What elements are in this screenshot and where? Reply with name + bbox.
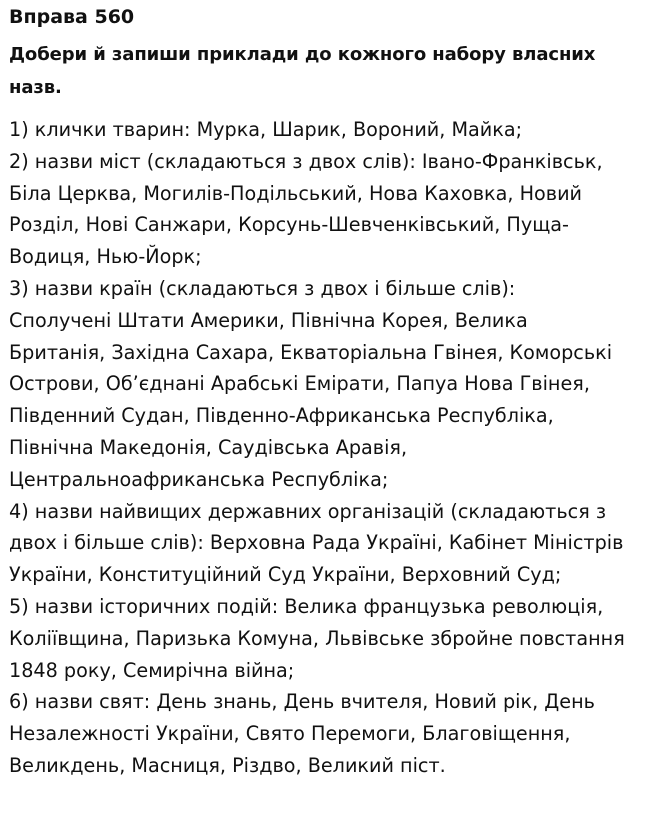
answer-line: двох і більше слів): Верховна Рада Україні, Кабінет Міністрів bbox=[9, 531, 624, 555]
answer-line: 6) назви свят: День знань, День вчителя, Новий рік, День bbox=[9, 690, 595, 714]
answer-line: Коліївщина, Паризька Комуна, Львівське збройне повстання bbox=[9, 626, 625, 650]
answer-line: Великдень, Масниця, Різдво, Великий піст. bbox=[9, 753, 446, 777]
answer-line: 4) назви найвищих державних організацій (складаються з bbox=[9, 499, 607, 523]
answer-line: Незалежності України, Свято Перемоги, Благовіщення, bbox=[9, 722, 571, 746]
exercise-title: Вправа 560 bbox=[9, 6, 135, 28]
answer-line: Північна Македонія, Саудівська Аравія, bbox=[9, 435, 408, 459]
answer-line: 3) назви країн (складаються з двох і більше слів): bbox=[9, 276, 516, 300]
answer-line: 5) назви історичних подій: Велика французька революція, bbox=[9, 594, 604, 618]
answer-line: 1) клички тварин: Мурка, Шарик, Вороний, Майка; bbox=[9, 118, 523, 141]
answer-line: Південний Судан, Південно-Африканська Республіка, bbox=[9, 404, 554, 428]
task-line: назв. bbox=[9, 77, 62, 98]
exercise-page bbox=[9, 4, 655, 782]
answer-line: Розділ, Нові Санжари, Корсунь-Шевченківський, Пуща- bbox=[9, 213, 569, 237]
task-instruction bbox=[9, 38, 655, 104]
task-line: Добери й запиши приклади до кожного набору власних bbox=[9, 44, 596, 65]
answer-text bbox=[9, 114, 655, 782]
answer-line: Сполучені Штати Америки, Північна Корея, Велика bbox=[9, 308, 528, 332]
answer-line: Острови, Об’єднані Арабські Емірати, Папуа Нова Гвінея, bbox=[9, 372, 590, 396]
answer-line: Британія, Західна Сахара, Екваторіальна Гвінея, Коморські bbox=[9, 340, 613, 364]
answer-line: Біла Церква, Могилів-Подільський, Нова Каховка, Новий bbox=[9, 181, 583, 205]
answer-line: України, Конституційний Суд України, Верховний Суд; bbox=[9, 563, 562, 587]
answer-line: Центральноафриканська Республіка; bbox=[9, 467, 389, 491]
answer-line: Водиця, Нью-Йорк; bbox=[9, 245, 202, 269]
answer-line: 2) назви міст (складаються з двох слів): Івано-Франківськ, bbox=[9, 149, 603, 173]
answer-line: 1848 року, Семирічна війна; bbox=[9, 658, 295, 682]
